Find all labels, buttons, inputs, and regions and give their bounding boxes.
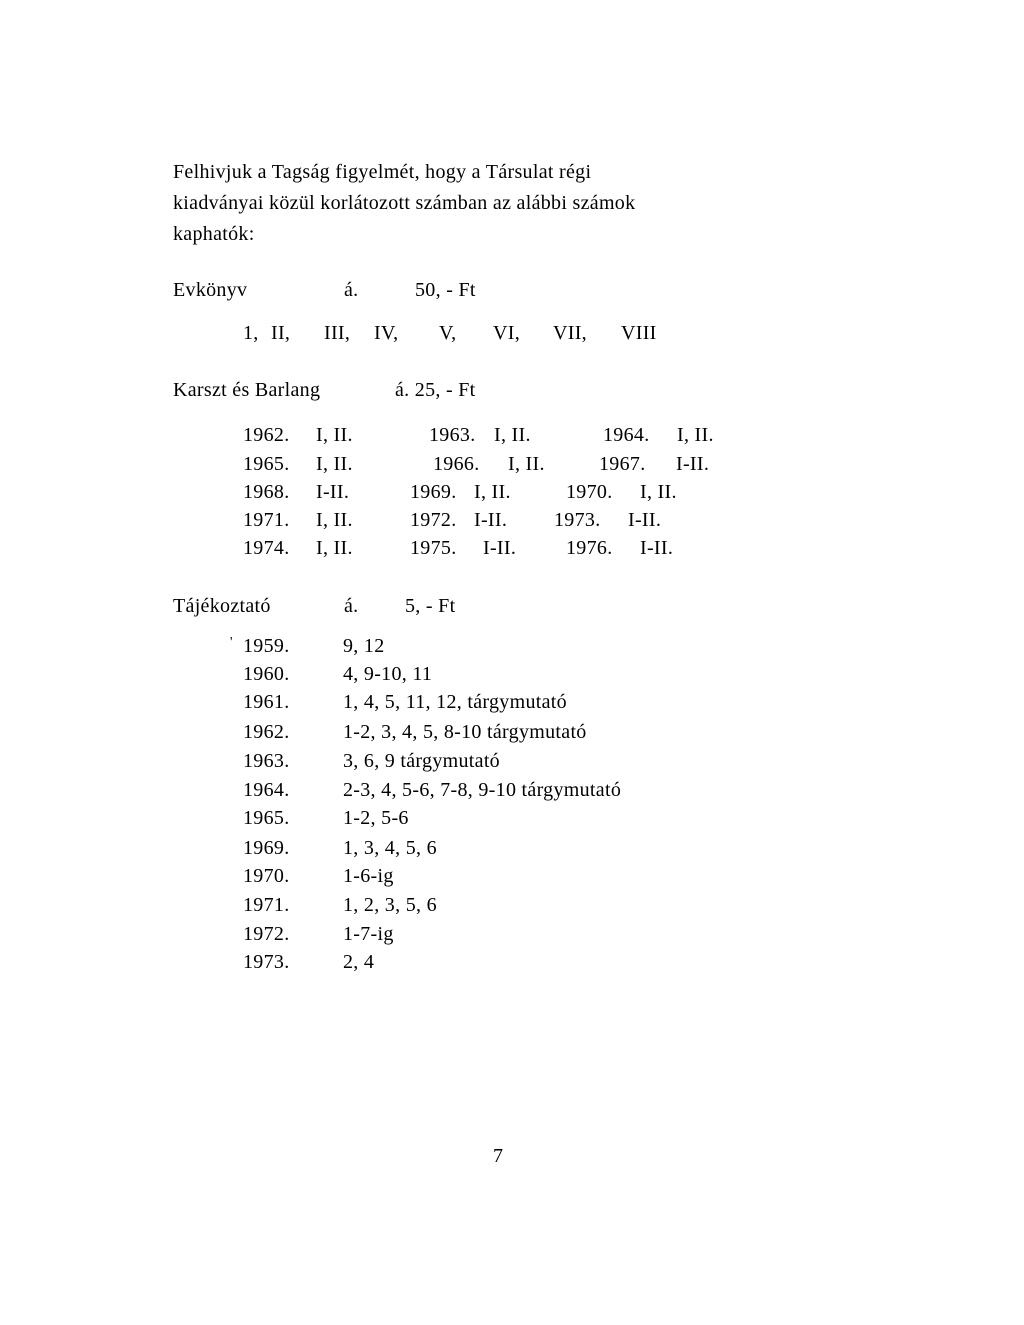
- tajekoztato-year: 1971.: [243, 894, 290, 916]
- karszt-year: 1965.: [243, 453, 290, 475]
- karszt-year: 1971.: [243, 509, 290, 531]
- karszt-issues: I-II.: [474, 509, 508, 531]
- karszt-issues: I, II.: [640, 481, 677, 503]
- evkonyv-volume: II,: [271, 322, 291, 344]
- karszt-year: 1975.: [410, 537, 457, 559]
- karszt-issues: I, II.: [316, 509, 353, 531]
- tajekoztato-issues: 4, 9-10, 11: [343, 663, 433, 685]
- karszt-year: 1970.: [566, 481, 613, 503]
- evkonyv-volume: IV,: [374, 322, 399, 344]
- karszt-issues: I, II.: [508, 453, 545, 475]
- karszt-issues: I-II.: [628, 509, 662, 531]
- karszt-year: 1966.: [433, 453, 480, 475]
- tajekoztato-year: 1969.: [243, 837, 290, 859]
- evkonyv-volume: VIII: [621, 322, 657, 344]
- karszt-year: 1974.: [243, 537, 290, 559]
- tajekoztato-year: 1962.: [243, 721, 290, 743]
- intro-paragraph: [173, 157, 873, 250]
- page-number: 7: [493, 1145, 503, 1167]
- karszt-issues: I-II.: [483, 537, 517, 559]
- karszt-year: 1968.: [243, 481, 290, 503]
- tajekoztato-issues: 2, 4: [343, 951, 375, 973]
- evkonyv-volume: VII,: [553, 322, 587, 344]
- karszt-year: 1962.: [243, 424, 290, 446]
- karszt-year: 1964.: [603, 424, 650, 446]
- tajekoztato-issues: 3, 6, 9 tárgymutató: [343, 750, 500, 772]
- intro-line: kaphatók:: [173, 223, 255, 245]
- tajekoztato-title: Tájékoztató: [173, 595, 271, 617]
- karszt-title: Karszt és Barlang: [173, 379, 321, 401]
- karszt-issues: I, II.: [474, 481, 511, 503]
- karszt-price: á. 25, - Ft: [395, 379, 476, 401]
- evkonyv-volume: 1,: [243, 322, 259, 344]
- tajekoztato-issues: 1, 2, 3, 5, 6: [343, 894, 437, 916]
- bullet-mark: ': [230, 635, 233, 650]
- karszt-year: 1972.: [410, 509, 457, 531]
- karszt-year: 1976.: [566, 537, 613, 559]
- tajekoztato-year: 1964.: [243, 779, 290, 801]
- karszt-year: 1969.: [410, 481, 457, 503]
- tajekoztato-issues: 1-2, 5-6: [343, 807, 409, 829]
- evkonyv-volume: III,: [324, 322, 351, 344]
- tajekoztato-year: 1973.: [243, 951, 290, 973]
- evkonyv-price-prefix: á.: [344, 279, 359, 301]
- tajekoztato-issues: 2-3, 4, 5-6, 7-8, 9-10 tárgymutató: [343, 779, 622, 801]
- karszt-issues: I-II.: [316, 481, 350, 503]
- tajekoztato-price: 5, - Ft: [405, 595, 456, 617]
- tajekoztato-price-prefix: á.: [344, 595, 359, 617]
- karszt-issues: I-II.: [640, 537, 674, 559]
- tajekoztato-issues: 1-7-ig: [343, 923, 394, 945]
- karszt-issues: I-II.: [676, 453, 710, 475]
- karszt-issues: I, II.: [316, 537, 353, 559]
- evkonyv-volume: V,: [439, 322, 457, 344]
- tajekoztato-issues: 1-2, 3, 4, 5, 8-10 tárgymutató: [343, 721, 587, 743]
- tajekoztato-year: 1961.: [243, 691, 290, 713]
- karszt-issues: I, II.: [494, 424, 531, 446]
- tajekoztato-issues: 9, 12: [343, 635, 385, 657]
- evkonyv-volume: VI,: [493, 322, 521, 344]
- tajekoztato-year: 1972.: [243, 923, 290, 945]
- tajekoztato-issues: 1, 3, 4, 5, 6: [343, 837, 437, 859]
- karszt-year: 1967.: [599, 453, 646, 475]
- karszt-year: 1963.: [429, 424, 476, 446]
- evkonyv-title: Evkönyv: [173, 279, 248, 301]
- tajekoztato-year: 1970.: [243, 865, 290, 887]
- tajekoztato-year: 1960.: [243, 663, 290, 685]
- karszt-issues: I, II.: [316, 453, 353, 475]
- intro-line: kiadványai közül korlátozott számban az alábbi számok: [173, 192, 636, 214]
- tajekoztato-year: 1959.: [243, 635, 290, 657]
- intro-line: Felhivjuk a Tagság figyelmét, hogy a Társulat régi: [173, 161, 592, 183]
- tajekoztato-year: 1965.: [243, 807, 290, 829]
- karszt-issues: I, II.: [677, 424, 714, 446]
- tajekoztato-issues: 1, 4, 5, 11, 12, tárgymutató: [343, 691, 567, 713]
- karszt-issues: I, II.: [316, 424, 353, 446]
- tajekoztato-year: 1963.: [243, 750, 290, 772]
- tajekoztato-issues: 1-6-ig: [343, 865, 394, 887]
- karszt-year: 1973.: [554, 509, 601, 531]
- evkonyv-price: 50, - Ft: [415, 279, 476, 301]
